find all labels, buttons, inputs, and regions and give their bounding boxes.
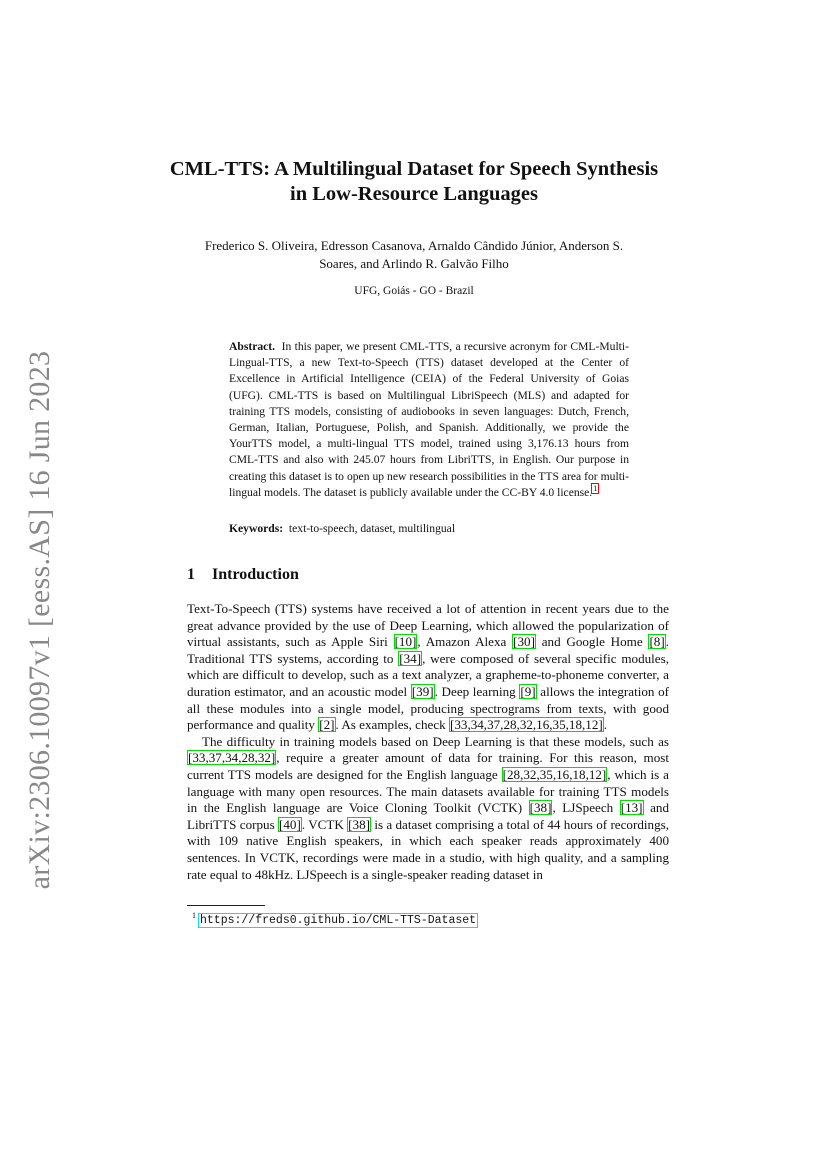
text-run: . VCTK [301, 816, 348, 832]
author-list [180, 237, 648, 273]
citation-link[interactable]: [33,37,34,28,32] [188, 750, 276, 766]
arxiv-identifier: arXiv:2306.10097v1 [eess.AS] 16 Jun 2023 [23, 350, 56, 890]
title-line-1: CML-TTS: A Multilingual Dataset for Speech Synthesis [169, 158, 659, 180]
citation-link[interactable]: [2] [319, 717, 335, 733]
citation-link[interactable]: [40] [279, 816, 301, 832]
footnote [192, 911, 477, 927]
abstract [229, 339, 629, 501]
citation-link[interactable]: [13] [620, 800, 643, 816]
text-run: , were composed of several specific modules, which are difficult to develop, such as a text analyzer, a grapheme-to-phoneme converter, a duration estimator, and an acoustic model [187, 650, 669, 699]
text-run: allows the integration of all these modules into a single model, producing spectrograms from texts, with good performance and quality [187, 683, 669, 733]
paragraph-1 [187, 601, 669, 734]
keywords-text: text-to-speech, dataset, multilingual [288, 522, 456, 535]
citation-link[interactable]: [10] [394, 634, 417, 650]
text-run: . Traditional TTS systems, according to [187, 634, 669, 666]
text-run: and LibriTTS corpus [187, 800, 669, 832]
dataset-url-link[interactable]: https://freds0.github.io/CML-TTS-Dataset [200, 913, 477, 927]
text-run: Text-To-Speech (TTS) systems have received a lot of attention in recent years due to the great advance provided by the use of Deep Learning, which allowed the popularization of virtual assistants, such as Apple Siri [187, 601, 669, 650]
text-run: , require a greater amount of data for training. For this reason, most current TTS models are designed for the English language [187, 750, 669, 782]
abstract-text: In this paper, we present CML-TTS, a recursive acronym for CML-Multi-Lingual-TTS, a new Text-to-Speech (TTS) dataset developed at the Center of Excellence in Artificial Intelligence (CEIA) of the Federal University of Goias (UFG). CML-TTS is based on Multilingual LibriSpeech (MLS) and adapted for training TTS models, consisting of audiobooks in seven languages: Dutch, French, German, Italian, Portuguese, Polish, and Spanish. Additionally, we provide the YourTTS model, a multi-lingual TTS model, trained using 3,176.13 hours from CML-TTS and also with 245.07 hours from LibriTTS, in English. Our purpose in creating this dataset is to open up new research possibilities in the TTS area for multi-lingual models. The dataset is publicly available under the CC-BY 4.0 license. [229, 340, 629, 499]
footnote-link[interactable]: 1 [593, 483, 598, 493]
section-number: 1 [187, 566, 195, 583]
citation-link[interactable]: [28,32,35,16,18,12] [502, 766, 607, 782]
text-run: is a dataset comprising a total of 44 hours of recordings, with 109 native English speakers, in which each speaker reads approximately 400 sentences. In VCTK, recordings were made in a studio, with high quality, and a sampling rate equal to 48kHz. LJSpeech is a single-speaker reading dataset in [187, 816, 669, 882]
citation-link[interactable]: [39] [411, 683, 434, 699]
text-run: . [603, 717, 608, 733]
body-text [187, 601, 669, 883]
citation-link[interactable]: [9] [520, 683, 536, 699]
authors-line-2: Soares, and Arlindo R. Galvão Filho [319, 256, 509, 271]
citation-link[interactable]: [38] [348, 816, 370, 832]
text-run: , LJSpeech [552, 800, 620, 816]
text-run: , which is a language with many open resources. The main datasets available for training TTS models in the English language are Voice Cloning Toolkit (VCTK) [187, 766, 669, 816]
keywords [229, 522, 629, 535]
keywords-label: Keywords: [229, 522, 284, 535]
citation-link[interactable]: [33,34,37,28,32,16,35,18,12] [449, 717, 603, 733]
abstract-label: Abstract. [229, 340, 276, 353]
citation-link[interactable]: [38] [529, 800, 552, 816]
authors-line-1: Frederico S. Oliveira, Edresson Casanova, Arnaldo Cândido Júnior, Anderson S. [204, 238, 624, 253]
title-line-2: in Low-Resource Languages [290, 183, 538, 205]
text-run: and Google Home [535, 634, 649, 650]
affiliation: UFG, Goiás - GO - Brazil [354, 285, 474, 297]
text-run: . Deep learning [434, 683, 520, 699]
text-run: The difficulty in training models based on Deep Learning is that these models, such as [202, 733, 669, 749]
citation-link[interactable]: [8] [649, 634, 665, 650]
paragraph-2 [187, 734, 669, 883]
text-run: . As examples, check [335, 717, 449, 733]
section-heading [187, 566, 299, 584]
section-title: Introduction [212, 566, 299, 583]
footnote-rule [187, 905, 265, 906]
citation-link[interactable]: [30] [513, 634, 535, 650]
arxiv-sidebar [18, 350, 62, 890]
citation-link[interactable]: [34] [399, 650, 422, 666]
text-run: , Amazon Alexa [417, 634, 513, 650]
footnote-number: 1 [192, 911, 196, 920]
paper-title [150, 157, 678, 207]
